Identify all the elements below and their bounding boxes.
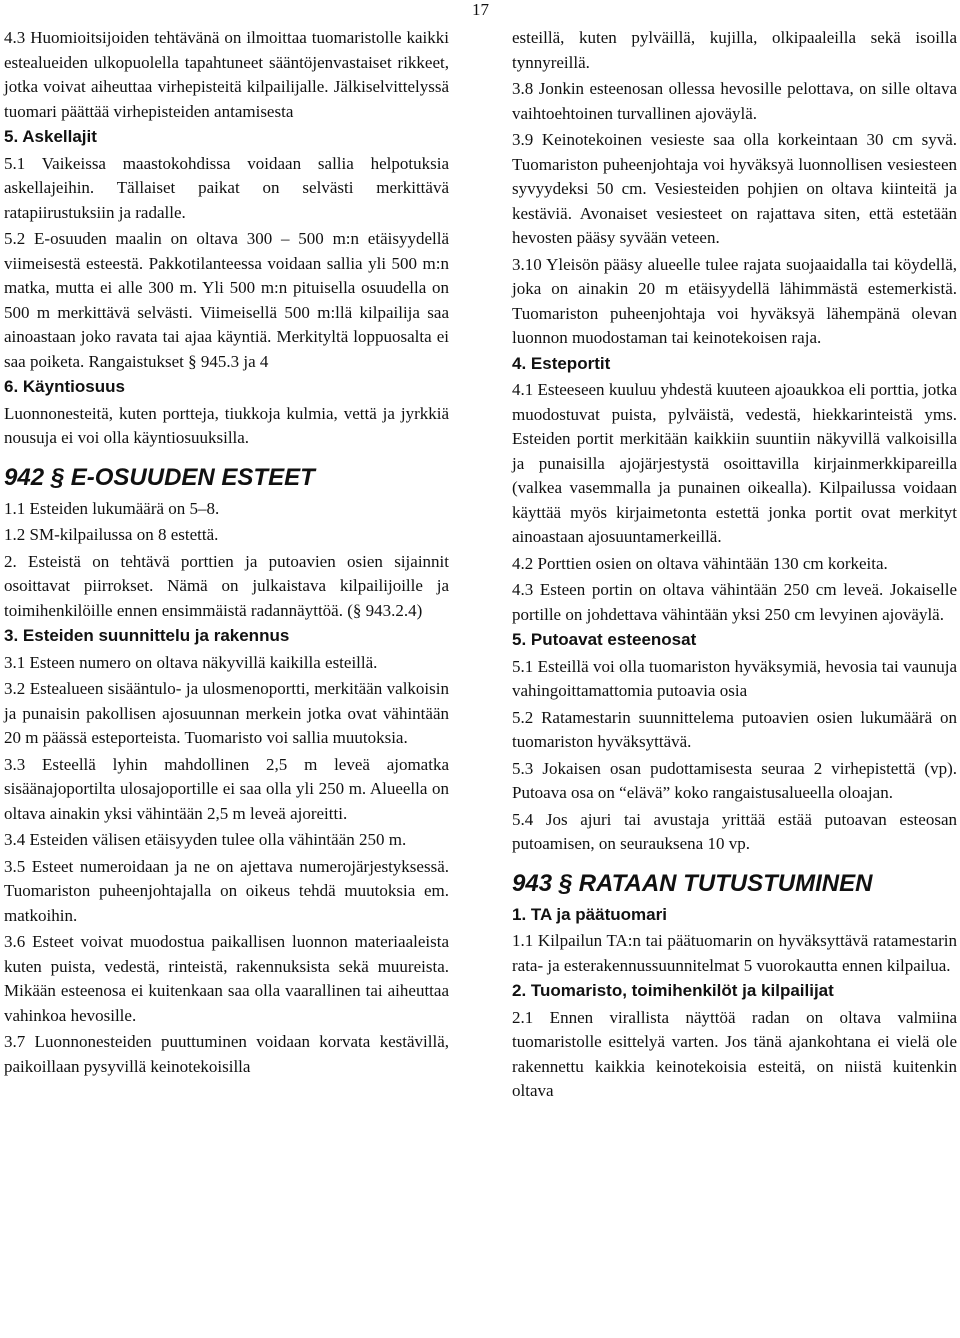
- paragraph: 4.3 Huomioitsijoiden tehtävänä on ilmoittaa tuomaristolle kaikki estealueiden ulkopuolella tapahtuneet sääntöjenvastaiset rikkeet, jotka voivat aiheuttaa virhepisteitä kilpailijalle. Jälkiselvittelyssä tuomari päättää virhepisteiden antamisesta: [4, 28, 449, 121]
- paragraph: 2.1 Ennen virallista näyttöä radan on oltava valmiina tuomaristolle esittelyä varten. Jos tänä ajankohtana ei vielä ole rakennettu kaikkia keinotekoisia esteitä, on niistä kuitenkin oltava: [512, 1007, 957, 1100]
- paragraph: 5.1 Vaikeissa maastokohdissa voidaan sallia helpotuksia askellajeihin. Tällaiset paikat on selvästi merkittävä ratapiirustuksiin ja radalle.: [4, 153, 449, 222]
- paragraph: 3.8 Jonkin esteenosan ollessa hevosille pelottava, on sille oltava vaihtoehtoinen turvallinen ajoväylä.: [512, 79, 957, 123]
- section-heading: 5. Putoavat esteenosat: [512, 630, 697, 649]
- paragraph: 5.1 Esteillä voi olla tuomariston hyväksymiä, hevosia tai vaunuja vahingoittamattomia putoavia osia: [512, 656, 957, 700]
- paragraph: 5.2 E-osuuden maalin on oltava 300 – 500 m:n etäisyydellä viimeisestä esteestä. Pakkotilanteessa voidaan sallia yli 500 m:n matka, mutta ei alle 300 m. Yli 500 m:n pituisella osuudella on 500 m merkittävä selvästi. Viimeisellä 500 m:llä kilpailija saa ainoastaan joko ravata tai ajaa käyntiä. Merkityltä loppuosalta ei saa poiketa. Rangaistukset § 945.3 ja 4: [4, 229, 449, 371]
- section-heading: 3. Esteiden suunnittelu ja rakennus: [4, 626, 290, 645]
- paragraph: 1.1 Kilpailun TA:n tai päätuomarin on hyväksyttävä ratamestarin rata- ja esterakennussuunnitelmat 5 vuorokautta ennen kilpailua.: [512, 931, 957, 975]
- paragraph: 4.1 Esteeseen kuuluu yhdestä kuuteen ajoaukkoa eli porttia, jotka muodostuvat puista, pylväistä, vedestä, hiekkarinteistä yms. Esteiden portit merkitään kaikkiin suuntiin näkyvillä valkoisilla ja punaisilla ajojärjestystä osoittavilla kirjainmerkkipareilla (valkea vasemmalla ja punainen oikealla). Kilpailussa voidaan käyttää myös kirjaimetonta estettä jonka portit ovat merkityt ainoastaan ajosuuntamerkeillä.: [512, 380, 957, 546]
- section-heading: 6. Käyntiosuus: [4, 377, 125, 396]
- section-heading: 943 § RATAAN TUTUSTUMINEN: [512, 869, 873, 897]
- section-heading: 1. TA ja päätuomari: [512, 904, 667, 924]
- paragraph: 3.5 Esteet numeroidaan ja ne on ajettava numerojärjestyksessä. Tuomariston puheenjohtajalla on oikeus tehdä muutoksia em. matkoihin.: [4, 856, 449, 925]
- paragraph: esteillä, kuten pylväillä, kujilla, olkipaaleilla sekä isoilla tynnyreillä.: [512, 28, 957, 72]
- paragraph: 5.4 Jos ajuri tai avustaja yrittää estää putoavan esteosan putoamisen, on seurauksena 10 vp.: [512, 809, 957, 853]
- paragraph: 3.10 Yleisön pääsy alueelle tulee rajata suojaaidalla tai köydellä, joka on ainakin 20 m etäisyydellä lähimmästä estemerkistä. Tuomariston puheenjohtaja voi hyväksyä lähempänä olevan luonnon muodostaman tai keinotekoisen raja.: [512, 254, 957, 347]
- paragraph: 3.9 Keinotekoinen vesieste saa olla korkeintaan 30 cm syvä. Tuomariston puheenjohtaja voi hyväksyä luonnollisen vesiesteen syvyydeksi 50 cm. Vesiesteiden pohjien on oltava kiinteitä ja kestäviä. Avonaiset vesiesteet on rajattava siten, että estetään hevosten pääsy syvään veteen.: [512, 130, 957, 247]
- paragraph: 4.3 Esteen portin on oltava vähintään 250 cm leveä. Jokaiselle portille on johdettava vähintään yksi 250 cm levyinen ajoväylä.: [512, 580, 957, 624]
- right-column: [512, 24, 957, 1104]
- section-heading: 4. Esteportit: [512, 353, 611, 373]
- paragraph: 5.3 Jokaisen osan pudottamisesta seuraa 2 virhepistettä (vp). Putoava osa on “elävä” koko rangaistusalueella oloajan.: [512, 758, 957, 802]
- paragraph: Luonnonesteitä, kuten portteja, tiukkoja kulmia, vettä ja jyrkkiä nousuja ei voi olla käyntiosuuksilla.: [4, 403, 449, 447]
- paragraph: 1.1 Esteiden lukumäärä on 5–8.: [4, 498, 220, 518]
- paragraph: 3.6 Esteet voivat muodostua paikallisen luonnon materiaaleista kuten puista, vedestä, rinteistä, rakennuksista sekä muureista. Mikään esteenosa ei kuitenkaan saa olla vaarallinen tai aiheuttaa vahinkoa hevosille.: [4, 932, 449, 1025]
- paragraph: 5.2 Ratamestarin suunnittelema putoavien osien lukumäärä on tuomariston hyväksyttävä.: [512, 707, 957, 751]
- paragraph: 3.3 Esteellä lyhin mahdollinen 2,5 m leveä ajomatka sisäänajoportilta ulosajoportille ei saa olla yli 250 m. Alueella on oltava ainakin yksi vähintään 2,5 m leveä ajoreitti.: [4, 754, 449, 823]
- page-number: 17: [472, 0, 489, 19]
- paragraph: 2. Esteistä on tehtävä porttien ja putoavien osien sijainnit osoittavat piirrokset. Nämä on julkaistava kilpailijoille ja toimihenkilöille ennen ensimmäistä radannäyttöä. (§ 943.2.4): [4, 551, 449, 620]
- paragraph: 3.7 Luonnonesteiden puuttuminen voidaan korvata kestävillä, paikoillaan pysyvillä keinotekoisilla: [4, 1032, 449, 1076]
- paragraph: 1.2 SM-kilpailussa on 8 estettä.: [4, 525, 219, 544]
- section-heading: 5. Askellajit: [4, 127, 97, 146]
- section-heading: 2. Tuomaristo, toimihenkilöt ja kilpailijat: [512, 981, 834, 1000]
- paragraph: 3.1 Esteen numero on oltava näkyvillä kaikilla esteillä.: [4, 652, 378, 672]
- paragraph: 4.2 Porttien osien on oltava vähintään 130 cm korkeita.: [512, 553, 888, 573]
- section-heading: 942 § E-OSUUDEN ESTEET: [4, 463, 315, 491]
- paragraph: 3.2 Estealueen sisääntulo- ja ulosmenoportti, merkitään valkoisin ja punaisin pakollisen ajosuunnan merkein jotka ovat vähintään 20 m päässä esteporteista. Tuomaristo voi sallia muutoksia.: [4, 679, 449, 747]
- left-column: [4, 24, 449, 1079]
- paragraph: 3.4 Esteiden välisen etäisyyden tulee olla vähintään 250 m.: [4, 830, 407, 849]
